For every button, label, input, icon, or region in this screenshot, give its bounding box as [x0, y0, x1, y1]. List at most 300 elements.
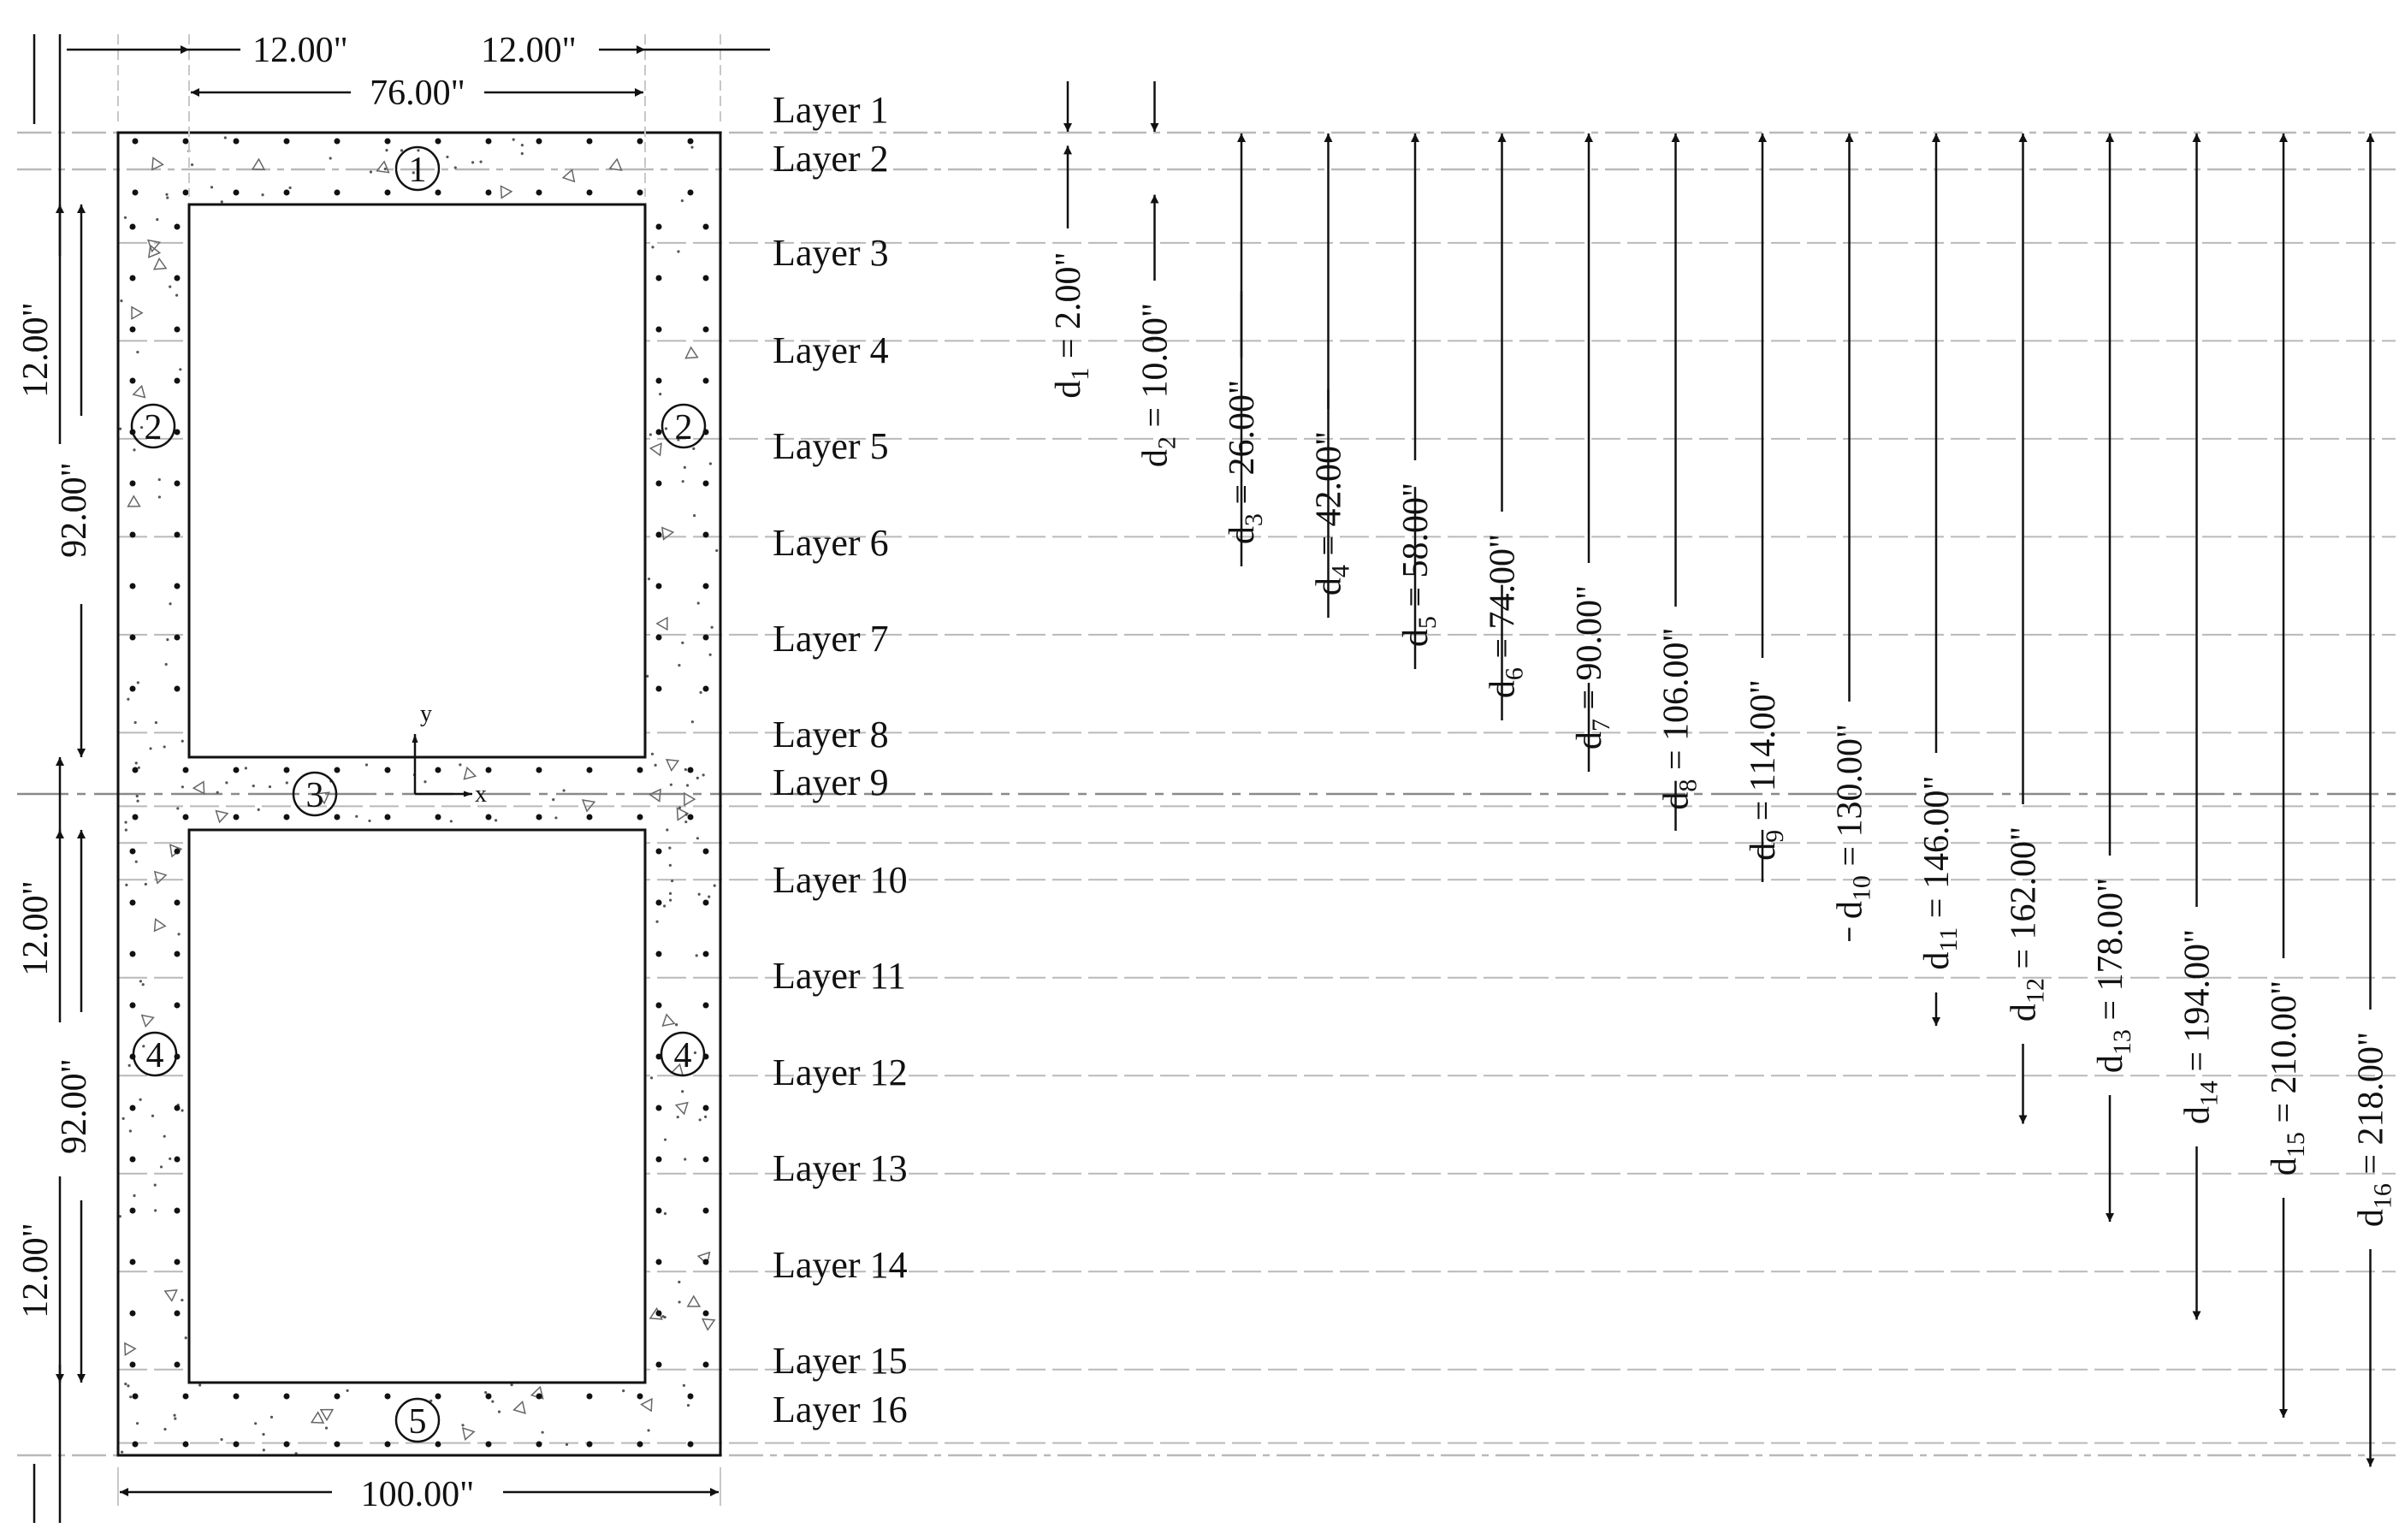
depth-label — [1657, 627, 1703, 809]
rebar-dot — [130, 327, 136, 333]
hatch-aggregate — [663, 1015, 675, 1026]
rebar-dot — [656, 327, 662, 333]
rebar-dot — [435, 767, 441, 773]
hatch-dot — [225, 781, 228, 784]
depth-label-base: d — [1917, 951, 1957, 970]
hatch-aggregate — [155, 919, 166, 931]
rebar-dot — [656, 1259, 662, 1265]
rebar-dot — [703, 481, 709, 487]
component-label-4-left — [133, 1033, 176, 1075]
hatch-dot — [155, 721, 157, 724]
rebar-dot — [637, 814, 643, 820]
hatch-aggregate — [125, 1343, 135, 1355]
hatch-dot — [715, 549, 718, 552]
hatch-aggregate — [149, 246, 160, 258]
rebar-dot — [656, 1362, 662, 1368]
rebar-dot — [175, 224, 181, 230]
hatch-dot — [647, 1429, 649, 1431]
depth-label-value: = 10.00" — [1135, 302, 1176, 437]
layer-label: Layer 5 — [773, 425, 889, 467]
rebar-dot — [536, 1442, 542, 1448]
rebar-dot — [130, 1259, 136, 1265]
hatch-dot — [512, 139, 515, 141]
left-dim-label: 92.00" — [55, 462, 94, 558]
rebar-dot — [536, 814, 542, 820]
hatch-dot — [461, 1424, 464, 1426]
depth-label-base: d — [2265, 1158, 2304, 1176]
depth-label-base: d — [2177, 1106, 2218, 1125]
rebar-dot — [133, 814, 139, 820]
rebar-dot — [234, 1442, 240, 1448]
depth-label — [2178, 929, 2224, 1124]
layer-label: Layer 11 — [773, 955, 906, 997]
hatch-dot — [479, 161, 482, 163]
rebar-dot — [175, 686, 181, 692]
hatch-dot — [175, 294, 178, 297]
hatch-dot — [471, 161, 474, 163]
depth-label — [1484, 534, 1529, 698]
depth-label-subscript: 8 — [1673, 779, 1703, 792]
hatch-dot — [484, 1391, 487, 1394]
x-axis-label: x — [475, 781, 487, 808]
rebar-dot — [656, 224, 662, 230]
left-dimensions — [16, 34, 94, 1523]
svg-text:2: 2 — [674, 408, 693, 447]
hatch-aggregate — [666, 760, 678, 771]
depth-label-base: d — [1830, 901, 1870, 920]
depth-label-value: = 90.00" — [1570, 584, 1609, 720]
hatch-dot — [691, 720, 694, 723]
hatch-dot — [709, 462, 712, 465]
hatch-dot — [663, 904, 666, 907]
hatch-dot — [684, 820, 687, 823]
hatch-dot — [696, 777, 699, 779]
hatch-dot — [185, 1336, 187, 1339]
hatch-dot — [661, 1315, 664, 1318]
hatch-aggregate — [132, 307, 142, 319]
rebar-dot — [175, 1105, 181, 1111]
hatch-dot — [128, 1064, 131, 1067]
depth-label-base: d — [1309, 578, 1349, 596]
rebar-dot — [637, 1394, 643, 1400]
rebar-dot — [656, 1003, 662, 1009]
depth-label-value: = 194.00" — [2177, 928, 2218, 1081]
dim-inner-width: 76.00" — [370, 74, 465, 113]
depth-label-value: = 114.00" — [1744, 679, 1783, 830]
rebar-dot — [130, 1003, 136, 1009]
hatch-dot — [681, 199, 684, 202]
hatch-aggregate — [377, 162, 389, 173]
hatch-dot — [169, 285, 171, 287]
depth-label — [2005, 826, 2050, 1022]
rebar-dot — [656, 635, 662, 641]
rebar-dot — [130, 849, 136, 855]
layer-label: Layer 16 — [773, 1389, 908, 1430]
hatch-dot — [552, 798, 554, 801]
y-axis-label: y — [420, 701, 432, 727]
hatch-dot — [221, 200, 223, 203]
svg-text:4: 4 — [145, 1036, 164, 1075]
rebar-dot — [688, 767, 694, 773]
hatch-aggregate — [702, 1319, 714, 1330]
depth-label-base: d — [1135, 449, 1176, 468]
hatch-dot — [181, 1109, 183, 1111]
rebar-dot — [656, 1105, 662, 1111]
hatch-aggregate — [649, 790, 660, 802]
layer-label: Layer 3 — [773, 232, 889, 274]
dim-total-width: 100.00" — [360, 1475, 475, 1514]
hatch-dot — [125, 829, 127, 832]
rebar-dot — [130, 224, 136, 230]
depth-label-value: = 2.00" — [1049, 252, 1088, 368]
depth-label — [1570, 585, 1615, 749]
dim-top-right-flange: 12.00" — [481, 31, 577, 70]
hatch-dot — [683, 1384, 685, 1387]
hatch-aggregate — [165, 1290, 177, 1301]
left-dim-label: 12.00" — [16, 302, 56, 398]
hatch-dot — [681, 1090, 684, 1093]
hatch-aggregate — [686, 347, 698, 358]
hatch-dot — [179, 368, 181, 370]
rebar-dot — [656, 849, 662, 855]
rebar-dot — [587, 139, 593, 145]
depth-label-subscript: 15 — [2282, 1132, 2310, 1158]
hatch-dot — [173, 1414, 175, 1417]
hatch-aggregate — [216, 811, 228, 822]
hatch-dot — [142, 1045, 145, 1047]
depth-label-subscript: 2 — [1152, 436, 1182, 450]
rebar-dot — [175, 1259, 181, 1265]
left-dim-label: 12.00" — [16, 880, 56, 976]
rebar-dot — [175, 1208, 181, 1214]
hatch-dot — [659, 393, 661, 395]
rebar-dot — [183, 1394, 189, 1400]
hatch-dot — [682, 480, 684, 483]
hatch-dot — [289, 187, 292, 189]
hatch-dot — [142, 983, 145, 986]
hatch-aggregate — [688, 1296, 700, 1306]
rebar-dot — [175, 900, 181, 906]
rebar-dot — [234, 190, 240, 196]
hatch-dot — [176, 807, 179, 809]
hatch-dot — [714, 885, 716, 887]
component-label-2-left — [132, 405, 175, 447]
depth-label — [2091, 878, 2136, 1073]
layer-label: Layer 13 — [773, 1147, 908, 1189]
layer-label: Layer 7 — [773, 618, 889, 660]
hatch-dot — [145, 883, 147, 886]
rebar-dot — [656, 1208, 662, 1214]
rebar-dot — [688, 1442, 694, 1448]
hatch-dot — [135, 761, 138, 764]
rebar-dot — [703, 1105, 709, 1111]
rebar-dot — [637, 767, 643, 773]
rebar-dot — [133, 1442, 139, 1448]
hatch-dot — [158, 478, 161, 481]
hatch-dot — [554, 816, 557, 819]
depth-label — [1136, 303, 1182, 467]
hatch-aggregate — [501, 187, 512, 198]
hatch-dot — [678, 1281, 680, 1283]
rebar-dot — [335, 1394, 341, 1400]
rebar-dot — [703, 686, 709, 692]
rebar-dot — [133, 767, 139, 773]
rebar-dot — [688, 1394, 694, 1400]
hatch-dot — [697, 601, 700, 604]
hatch-dot — [224, 136, 227, 139]
hatch-dot — [165, 663, 168, 666]
hatch-dot — [694, 1051, 696, 1054]
hatch-dot — [133, 1194, 135, 1197]
rebar-dot — [656, 429, 662, 435]
hatch-dot — [325, 1426, 328, 1429]
hatch-aggregate — [321, 1410, 333, 1420]
layer-label: Layer 1 — [773, 89, 889, 131]
hatch-dot — [622, 1389, 625, 1392]
rebar-dot — [656, 481, 662, 487]
svg-text:3: 3 — [305, 776, 324, 815]
rebar-dot — [130, 532, 136, 538]
rebar-dot — [133, 1394, 139, 1400]
rebar-dot — [656, 275, 662, 281]
rebar-dot — [435, 1442, 441, 1448]
depth-label-value: = 74.00" — [1483, 533, 1523, 668]
rebar-dot — [486, 1394, 492, 1400]
hatch-dot — [459, 763, 461, 766]
hatch-dot — [651, 246, 654, 248]
depth-label-subscript: 11 — [1934, 927, 1963, 952]
hatch-dot — [491, 1400, 494, 1402]
rebar-dot — [385, 814, 391, 820]
rebar-dot — [130, 686, 136, 692]
depth-label-subscript: 9 — [1761, 829, 1789, 843]
hatch-dot — [521, 144, 524, 146]
hatch-dot — [687, 1404, 690, 1407]
rebar-dot — [175, 532, 181, 538]
depth-label-base: d — [1483, 680, 1523, 699]
rebar-dot — [703, 1259, 709, 1265]
rebar-dot — [130, 1157, 136, 1163]
rebar-dot — [183, 139, 189, 145]
hatch-dot — [120, 299, 122, 302]
hatch-dot — [329, 157, 332, 159]
hatch-aggregate — [193, 782, 204, 794]
hatch-aggregate — [133, 386, 145, 397]
hatch-dot — [136, 800, 139, 803]
rebar-dot — [133, 190, 139, 196]
hatch-aggregate — [142, 1016, 154, 1027]
hatch-dot — [670, 784, 672, 786]
depth-label-subscript: 13 — [2108, 1029, 2136, 1056]
rebar-dot — [703, 378, 709, 384]
hatch-dot — [163, 1428, 166, 1430]
hatch-dot — [521, 152, 524, 155]
hatch-dot — [681, 642, 684, 644]
depth-label-base: d — [1223, 526, 1262, 545]
hatch-dot — [669, 899, 672, 902]
hatch-dot — [166, 196, 169, 198]
rebar-dot — [175, 1157, 181, 1163]
hatch-dot — [666, 828, 668, 831]
rebar-dot — [688, 139, 694, 145]
left-dim-label: 12.00" — [16, 1223, 56, 1318]
hatch-dot — [669, 864, 672, 867]
depth-label — [1744, 679, 1789, 861]
hatch-aggregate — [465, 767, 476, 779]
rebar-dot — [587, 814, 593, 820]
rebar-dot — [183, 1442, 189, 1448]
hatch-dot — [684, 1158, 686, 1160]
rebar-dot — [175, 1003, 181, 1009]
hatch-dot — [198, 1383, 201, 1386]
hatch-dot — [655, 921, 658, 923]
rebar-dot — [234, 1394, 240, 1400]
depth-label-value: = 42.00" — [1309, 430, 1349, 566]
rebar-dot — [335, 767, 341, 773]
hatch-dot — [124, 821, 127, 824]
hatch-dot — [136, 795, 139, 797]
rebar-dot — [637, 139, 643, 145]
hatch-dot — [446, 156, 448, 158]
depth-label-subscript: 3 — [1240, 513, 1268, 527]
rebar-dot — [688, 190, 694, 196]
hatch-dot — [649, 433, 652, 435]
hatch-dot — [135, 861, 138, 863]
hatch-dot — [693, 514, 696, 517]
depth-label — [2352, 1032, 2397, 1227]
hatch-dot — [122, 1117, 125, 1120]
rebar-dot — [130, 1362, 136, 1368]
depth-label-base: d — [1570, 732, 1609, 750]
hatch-dot — [370, 170, 372, 173]
hatch-dot — [562, 789, 565, 791]
hatch-dot — [450, 820, 453, 822]
hatch-dot — [134, 721, 137, 724]
rebar-dot — [435, 814, 441, 820]
rebar-dot — [284, 767, 290, 773]
hatch-dot — [169, 1158, 171, 1160]
hatch-dot — [542, 1431, 544, 1434]
depth-dimensions — [1049, 81, 2397, 1466]
dim-top-left-flange: 12.00" — [252, 31, 348, 70]
rebar-dot — [385, 190, 391, 196]
rebar-dot — [385, 767, 391, 773]
hatch-dot — [156, 218, 158, 221]
rebar-dot — [385, 1442, 391, 1448]
depth-label-base: d — [2351, 1209, 2391, 1228]
layer-labels — [773, 89, 908, 1430]
hatch-dot — [684, 466, 686, 469]
depth-label — [1223, 380, 1268, 544]
hatch-dot — [129, 1395, 132, 1398]
depth-label — [1396, 483, 1442, 647]
depth-label-base: d — [1744, 842, 1783, 861]
hatch-dot — [154, 1209, 157, 1211]
hatch-dot — [286, 781, 288, 784]
hatch-dot — [678, 664, 680, 666]
hatch-dot — [258, 808, 260, 811]
hatch-aggregate — [155, 872, 166, 884]
hatch-dot — [566, 1443, 568, 1446]
depth-label-value: = 106.00" — [1656, 627, 1697, 779]
left-dim-label: 92.00" — [55, 1058, 94, 1154]
rebar-dot — [703, 1208, 709, 1214]
hatch-dot — [181, 740, 184, 743]
rebar-dot — [130, 900, 136, 906]
hatch-dot — [664, 1138, 666, 1140]
hatch-dot — [648, 578, 650, 580]
rebar-dot — [703, 224, 709, 230]
depth-label-subscript: 16 — [2368, 1183, 2397, 1210]
rebar-dot — [486, 190, 492, 196]
hatch-dot — [711, 626, 714, 629]
hatch-dot — [692, 447, 695, 450]
depth-label — [1917, 775, 1963, 969]
hatch-dot — [702, 773, 705, 776]
hatch-dot — [690, 146, 693, 149]
hatch-aggregate — [514, 1401, 525, 1413]
rebar-dot — [703, 951, 709, 957]
hatch-dot — [365, 763, 368, 766]
rebar-dot — [703, 1311, 709, 1317]
rebar-dot — [130, 1311, 136, 1317]
hatch-dot — [136, 1422, 139, 1424]
rebar-dot — [335, 190, 341, 196]
rebar-dot — [703, 1362, 709, 1368]
svg-text:4: 4 — [673, 1036, 692, 1075]
hatch-dot — [140, 426, 143, 429]
depth-label — [1049, 252, 1094, 398]
layer-label: Layer 9 — [773, 761, 889, 803]
hatch-dot — [174, 1417, 176, 1419]
upper-cell-void — [189, 204, 645, 757]
rebar-dot — [130, 635, 136, 641]
hatch-dot — [138, 767, 140, 769]
rebar-dot — [656, 951, 662, 957]
hatch-dot — [245, 767, 247, 769]
rebar-dot — [175, 327, 181, 333]
hatch-dot — [510, 1383, 512, 1386]
rebar-dot — [703, 583, 709, 589]
rebar-dot — [703, 900, 709, 906]
rebar-dot — [175, 275, 181, 281]
rebar-dot — [175, 1311, 181, 1317]
rebar-dot — [486, 767, 492, 773]
depth-label-subscript: 14 — [2195, 1081, 2224, 1107]
rebar-dot — [130, 583, 136, 589]
depth-label-value: = 162.00" — [2004, 826, 2044, 979]
rebar-dot — [703, 1003, 709, 1009]
rebar-dot — [703, 1157, 709, 1163]
depth-label-value: = 178.00" — [2091, 877, 2130, 1030]
hatch-dot — [704, 1116, 707, 1118]
rebar-dot — [175, 849, 181, 855]
hatch-dot — [220, 1438, 222, 1441]
component-label-2-right — [662, 405, 705, 447]
hatch-dot — [181, 1299, 183, 1301]
rebar-dot — [703, 849, 709, 855]
rebar-dot — [183, 767, 189, 773]
hatch-dot — [368, 820, 370, 822]
rebar-dot — [536, 190, 542, 196]
depth-label-base: d — [1656, 791, 1697, 810]
svg-text:5: 5 — [408, 1402, 427, 1442]
rebar-dot — [536, 767, 542, 773]
hatch-dot — [651, 753, 654, 755]
depth-label-value: = 26.00" — [1223, 379, 1262, 514]
hatch-dot — [133, 448, 135, 451]
hatch-aggregate — [662, 528, 673, 540]
